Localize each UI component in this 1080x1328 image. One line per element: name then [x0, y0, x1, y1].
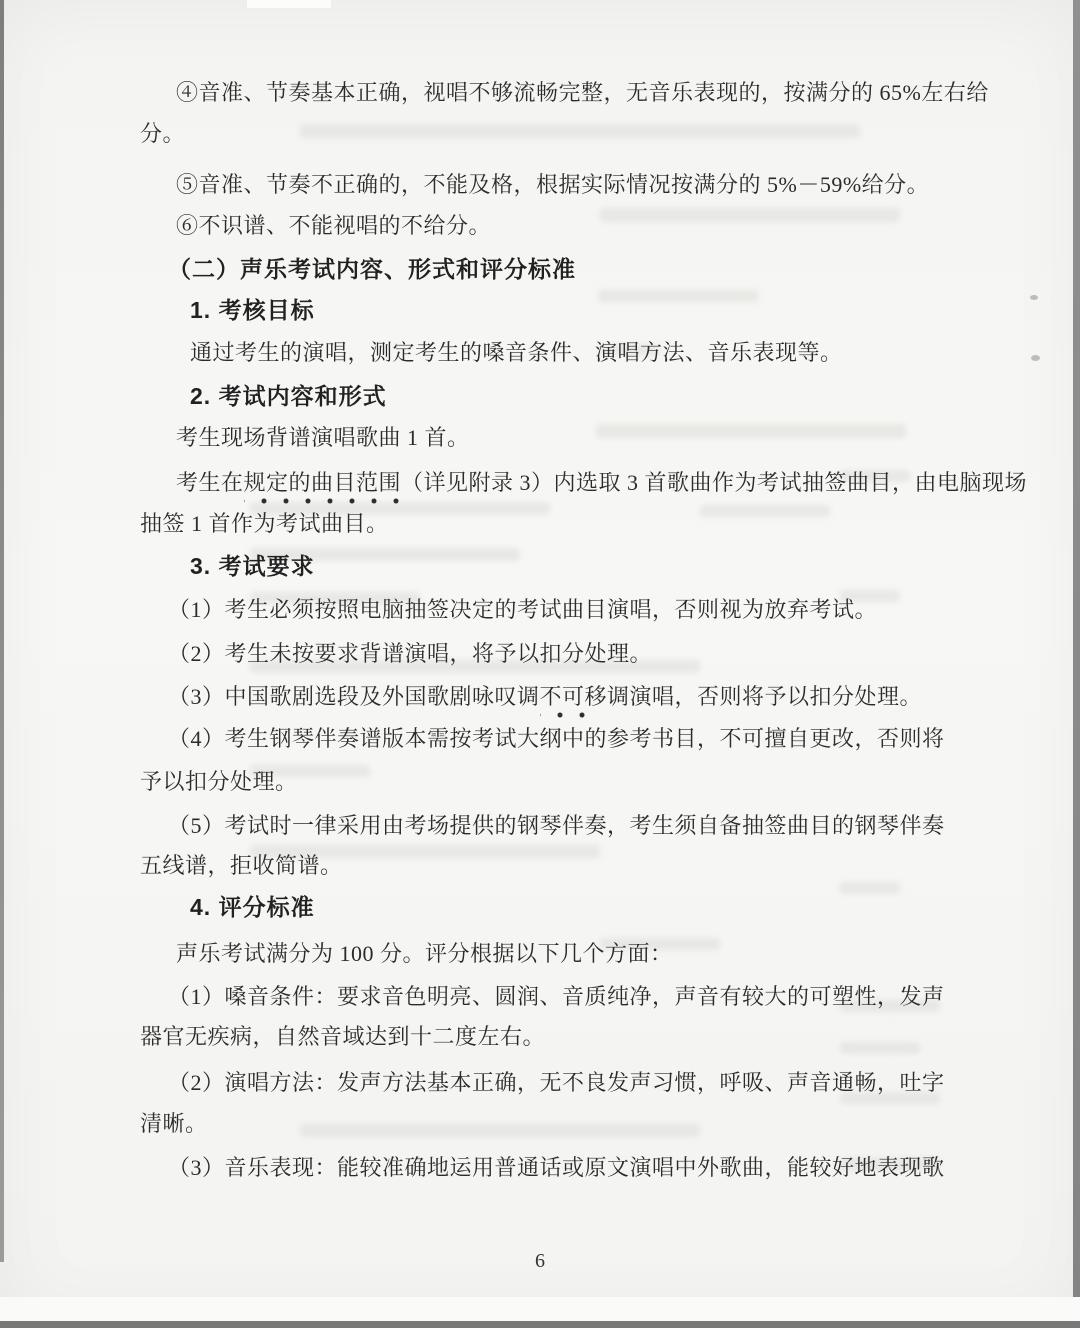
paragraph-line: ⑤音准、节奏不正确的，不能及格，根据实际情况按满分的 5%－59%给分。 — [176, 172, 930, 197]
paragraph-line — [168, 682, 922, 712]
subsection-heading: 4. 评分标准 — [190, 894, 315, 920]
scan-notch-top — [247, 0, 331, 8]
paragraph-line: （5）考试时一律采用由考场提供的钢琴伴奏，考生须自备抽签曲目的钢琴伴奏 — [168, 813, 945, 838]
paragraph-line: （3）音乐表现：能较准确地运用普通话或原文演唱中外歌曲，能较好地表现歌 — [168, 1155, 945, 1180]
bleed-through-artifact — [596, 424, 906, 438]
paragraph-line: 予以扣分处理。 — [140, 769, 298, 794]
page-number: 6 — [535, 1250, 545, 1272]
paragraph-line: 五线谱，拒收简谱。 — [140, 853, 343, 878]
bleed-through-artifact — [840, 1042, 920, 1054]
scan-speck — [1031, 355, 1040, 361]
paragraph-line: （2）演唱方法：发声方法基本正确，无不良发声习惯，呼吸、声音通畅，吐字 — [168, 1070, 945, 1095]
bleed-through-artifact — [300, 1124, 700, 1137]
text-segment: 移调演唱，否则将予以扣分处理。 — [584, 684, 923, 709]
bleed-through-artifact — [700, 505, 830, 517]
scan-speck — [1030, 295, 1038, 300]
bleed-through-artifact — [840, 882, 900, 894]
subsection-heading: 1. 考核目标 — [190, 297, 315, 323]
scan-edge-left — [0, 0, 4, 1262]
paragraph-line: 通过考生的演唱，测定考生的嗓音条件、演唱方法、音乐表现等。 — [190, 340, 843, 365]
paper-bottom-strip — [0, 1297, 1080, 1321]
scan-edge-right — [1073, 0, 1080, 1328]
paragraph-line: 器官无疾病，自然音域达到十二度左右。 — [140, 1024, 546, 1049]
paragraph-line: （1）嗓音条件：要求音色明亮、圆润、音质纯净，声音有较大的可塑性，发声 — [168, 984, 945, 1009]
paragraph-line: （2）考生未按要求背谱演唱，将予以扣分处理。 — [168, 641, 653, 666]
bleed-through-artifact — [300, 124, 860, 138]
paragraph-line: ⑥不识谱、不能视唱的不给分。 — [176, 213, 492, 238]
paragraph-line: （4）考生钢琴伴奏谱版本需按考试大纲中的参考书目，不可擅自更改，否则将 — [168, 726, 945, 751]
paragraph-line: 分。 — [140, 121, 186, 146]
paragraph-line — [176, 468, 1027, 498]
paragraph-line: 声乐考试满分为 100 分。评分根据以下几个方面： — [176, 941, 673, 966]
section-heading: （二）声乐考试内容、形式和评分标准 — [168, 256, 576, 282]
text-segment: 考生在 — [176, 470, 244, 495]
paragraph-line: 抽签 1 首作为考试曲目。 — [140, 511, 389, 536]
subsection-heading: 3. 考试要求 — [190, 553, 315, 579]
paragraph-line: 考生现场背谱演唱歌曲 1 首。 — [176, 425, 470, 450]
text-segment: （详见附录 3）内选取 3 首歌曲作为考试抽签曲目，由电脑现场 — [401, 470, 1028, 495]
emphasized-text: 规定的曲目范围 — [244, 470, 402, 505]
paragraph-line: ④音准、节奏基本正确，视唱不够流畅完整，无音乐表现的，按满分的 65%左右给 — [176, 80, 989, 105]
bleed-through-artifact — [598, 290, 758, 302]
scan-edge-bottom — [0, 1321, 1080, 1328]
emphasized-text: 不可 — [540, 684, 585, 719]
paragraph-line: （1）考生必须按照电脑抽签决定的考试曲目演唱，否则视为放弃考试。 — [168, 597, 878, 622]
bleed-through-artifact — [600, 208, 900, 222]
paragraph-line: 清晰。 — [140, 1111, 208, 1136]
subsection-heading: 2. 考试内容和形式 — [190, 383, 387, 409]
text-segment: （3）中国歌剧选段及外国歌剧咏叹调 — [168, 684, 540, 709]
